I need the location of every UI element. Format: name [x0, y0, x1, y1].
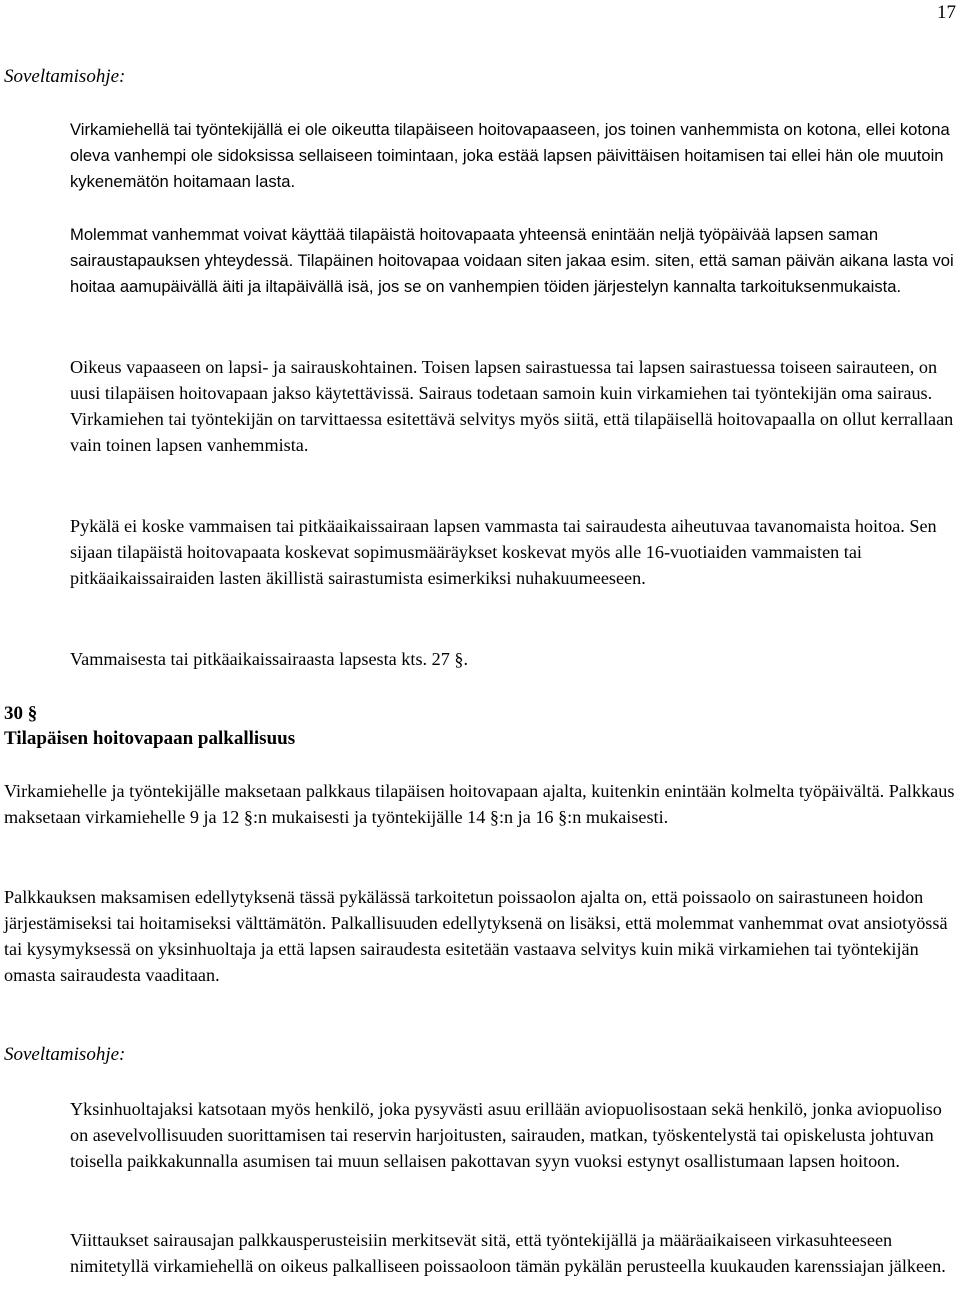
guidance-paragraph-2: Molemmat vanhemmat voivat käyttää tilapäistä hoitovapaata yhteensä enintään neljä työpäivää lapsen saman sairaustapauksen yhteydessä. Tilapäinen hoitovapaa voidaan siten jakaa esim. siten, että saman päivän aikana lasta voi hoitaa aamupäivällä äiti ja iltapäivällä isä, jos se on vanhempien töiden järjestelyn kannalta tarkoituksenmukaista.	[70, 225, 954, 296]
guidance2-paragraph-2: Viittaukset sairausajan palkkausperusteisiin merkitsevät sitä, että työntekijällä ja määräaikaiseen virkasuhteeseen nimitetyllä virkamiehellä on oikeus palkalliseen poissaoloon tämän pykälän perusteella kuukauden karenssiajan jälkeen.	[70, 1230, 946, 1276]
guidance-paragraph-5: Vammaisesta tai pitkäaikaissairaasta lapsesta kts. 27 §.	[70, 649, 468, 669]
guidance-heading-2: Soveltamisohje:	[4, 1044, 126, 1065]
guidance-paragraph-1: Virkamiehellä tai työntekijällä ei ole oikeutta tilapäiseen hoitovapaaseen, jos toinen vanhemmista on kotona, ellei kotona oleva vanhempi ole sidoksissa sellaiseen toimintaan, joka estää lapsen päivittäisen hoitamisen tai ellei hän ole muutoin kykenemätön hoitamaan lasta.	[70, 120, 950, 191]
section-paragraph-2: Palkkauksen maksamisen edellytyksenä tässä pykälässä tarkoitetun poissaolon ajalta on, että poissaolo on sairastuneen hoidon järjestämiseksi tai hoitamiseksi välttämätön. Palkallisuuden edellytyksenä on lisäksi, että molemmat vanhemmat ovat ansiotyössä tai kysymyksessä on yksinhuoltaja ja että lapsen sairaudesta esitetään vastaava selvitys kuin mikä virkamiehen tai työntekijän omasta sairaudesta vaaditaan.	[4, 887, 948, 985]
guidance-paragraph-4: Pykälä ei koske vammaisen tai pitkäaikaissairaan lapsen vammasta tai sairaudesta aiheutuvaa tavanomaista hoitoa. Sen sijaan tilapäistä hoitovapaata koskevat sopimusmääräykset koskevat myös alle 16-vuotiaiden vammaisten tai pitkäaikaissairaiden lasten äkillistä sairastumista esimerkiksi nuhakuumeeseen.	[70, 516, 937, 588]
section-number: 30 §	[4, 703, 38, 724]
section-title: Tilapäisen hoitovapaan palkallisuus	[4, 728, 296, 749]
section-paragraph-1: Virkamiehelle ja työntekijälle maksetaan palkkaus tilapäisen hoitovapaan ajalta, kuitenkin enintään kolmelta työpäivältä. Palkkaus maksetaan virkamiehelle 9 ja 12 §:n mukaisesti ja työntekijälle 14 §:n ja 16 §:n mukaisesti.	[4, 781, 955, 827]
guidance-paragraph-3: Oikeus vapaaseen on lapsi- ja sairauskohtainen. Toisen lapsen sairastuessa tai lapsen sairastuessa toiseen sairauteen, on uusi tilapäisen hoitovapaan jakso käytettävissä. Sairaus todetaan samoin kuin virkamiehen tai työntekijän oma sairaus. Virkamiehen tai työntekijän on tarvittaessa esitettävä selvitys myös siitä, että tilapäisellä hoitovapaalla on ollut kerrallaan vain toinen lapsen vanhemmista.	[70, 357, 954, 455]
guidance2-paragraph-1: Yksinhuoltajaksi katsotaan myös henkilö, joka pysyvästi asuu erillään aviopuolisostaan sekä henkilö, jonka aviopuoliso on asevelvollisuuden suorittamisen tai reservin harjoitusten, sairauden, matkan, työskentelystä tai opiskelusta johtuvan toisella paikkakunnalla asumisen tai muun sellaisen pakottavan syyn vuoksi estynyt osallistumaan lapsen hoitoon.	[70, 1099, 942, 1171]
guidance-heading: Soveltamisohje:	[4, 66, 126, 87]
page-number: 17	[937, 2, 956, 23]
